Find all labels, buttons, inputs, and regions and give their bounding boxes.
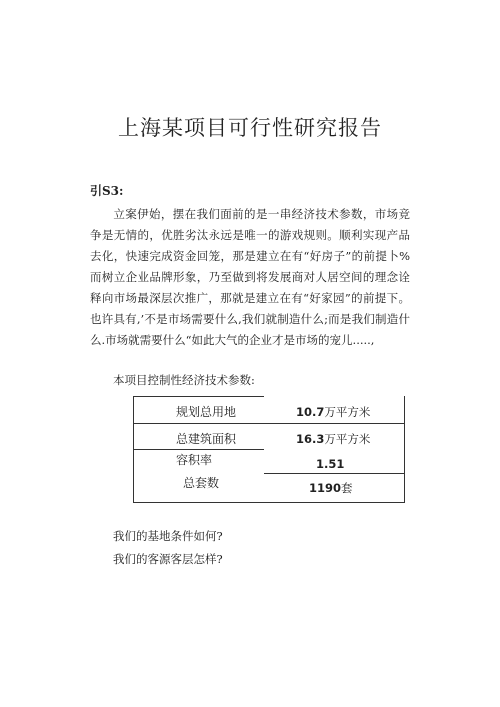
intro-label: 引S3: xyxy=(90,184,124,198)
table-cell-label: 容积率 xyxy=(176,453,213,467)
value-unit: 万平方米 xyxy=(324,405,371,419)
table-cell-value xyxy=(309,480,353,496)
question-site: 我们的基地条件如何? xyxy=(113,529,223,543)
value-unit: 万平方米 xyxy=(324,432,371,446)
value-number: 1190 xyxy=(309,481,342,495)
table-rule-2 xyxy=(134,449,264,450)
table-cell-label: 规划总用地 xyxy=(176,405,237,419)
table-rule-1 xyxy=(134,423,404,424)
table-cell-value xyxy=(296,404,370,420)
value-number: 10.7 xyxy=(296,405,325,419)
table-rule-3 xyxy=(264,473,404,474)
params-label: 本项目控制性经济技术参数: xyxy=(113,373,255,387)
report-title: 上海某项目可行性研究报告 xyxy=(118,116,382,140)
table-cell-value xyxy=(316,457,344,471)
value-unit: 套 xyxy=(341,481,353,495)
table-rule-top xyxy=(134,396,264,397)
table-cell-label: 总套数 xyxy=(183,476,220,490)
value-number: 1.51 xyxy=(316,457,345,471)
table-cell-value xyxy=(296,431,370,447)
table-cell-label: 总建筑面积 xyxy=(176,432,237,446)
value-number: 16.3 xyxy=(296,432,325,446)
intro-paragraph-text: 立案伊始，摆在我们面前的是一串经济技术参数，市场竞争是无情的，优胜劣汰永远是唯一的游戏规则。顺利实现产品去化，快速完成资金回笼，那是建立在有“好房子”的前提卜%而树立企业品牌形象，乃至做到将发展商对人居空间的理念诠释向市场最深层次推广，那就是建立在有“好家园”的前提下。也许具有,’不是市场需要什么,我们就制造什么;而是我们制造什么.市场就需要什么“如此大气的企业才是市场的宠儿....., xyxy=(90,207,410,347)
params-table xyxy=(133,396,405,503)
question-customers: 我们的客源客层怎样? xyxy=(113,552,223,566)
intro-paragraph xyxy=(90,204,410,351)
